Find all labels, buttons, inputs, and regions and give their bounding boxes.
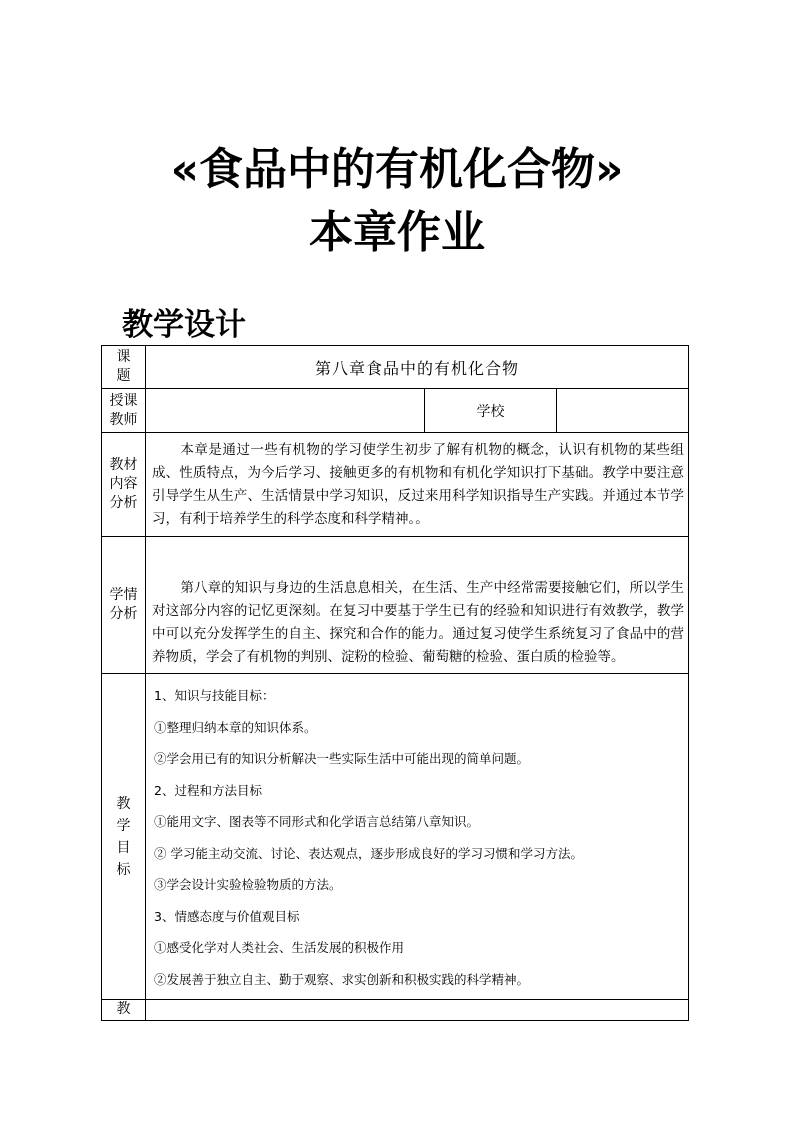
document-subtitle: 本章作业: [309, 207, 485, 258]
material-row: [102, 433, 689, 537]
material-analysis: 本章是通过一些有机物的学习使学生初步了解有机物的概念，认识有机物的某些组成、性质特点，为今后学习、接触更多的有机物和有机化学知识打下基础。教学中要注意引导学生从生产、生活情景中学习知识，反过来用科学知识指导生产实践。并通过本节学习，有利于培养学生的科学态度和科学精神。。: [146, 433, 689, 537]
topic-row: [102, 346, 689, 389]
lesson-plan-table: [101, 345, 689, 1021]
goal-item: ①能用文字、图表等不同形式和化学语言总结第八章知识。: [154, 814, 480, 829]
teacher-value: [146, 389, 425, 433]
topic-label: 课 题: [102, 346, 146, 389]
last-row-label: 教: [102, 1000, 146, 1021]
section-heading: 教学设计: [122, 307, 246, 343]
teaching-goals: [146, 674, 689, 1000]
last-row: [102, 1000, 689, 1021]
teacher-label: 授课 教师: [102, 389, 146, 433]
material-label: 教材 内容 分析: [102, 433, 146, 537]
students-row: [102, 537, 689, 674]
students-analysis: 第八章的知识与身边的生活息息相关，在生活、生产中经常需要接触它们，所以学生对这部分内容的记忆更深刻。在复习中要基于学生已有的经验和知识进行有效教学，教学中可以充分发挥学生的自主、探究和合作的能力。通过复习使学生系统复习了食品中的营养物质，学会了有机物的判别、淀粉的检验、葡萄糖的检验、蛋白质的检验等。: [146, 537, 689, 674]
school-value: [557, 389, 689, 433]
topic-value: 第八章食品中的有机化合物: [146, 346, 689, 389]
goal-item: ②发展善于独立自主、勤于观察、求实创新和积极实践的科学精神。: [154, 971, 530, 987]
goal-heading: 2、过程和方法目标: [154, 782, 262, 798]
teacher-row: [102, 389, 689, 433]
goal-item: ② 学习能主动交流、讨论、表达观点，逐步形成良好的学习习惯和学习方法。: [154, 845, 583, 861]
school-label: 学校: [425, 389, 557, 433]
goal-item: ①整理归纳本章的知识体系。: [154, 719, 317, 735]
document-title: «食品中的有机化合物»: [170, 144, 624, 195]
goal-heading: 3、情感态度与价值观目标: [154, 908, 300, 924]
students-label: 学情 分析: [102, 537, 146, 674]
goal-item: ①感受化学对人类社会、生活发展的积极作用: [154, 940, 405, 955]
goals-label: 教 学 目 标: [102, 674, 146, 1000]
last-row-content: [146, 1000, 689, 1021]
goals-row: [102, 674, 689, 1000]
goal-item: ③学会设计实验检验物质的方法。: [154, 877, 342, 892]
goal-item: ②学会用已有的知识分析解决一些实际生活中可能出现的简单问题。: [154, 751, 530, 766]
goal-heading: 1、知识与技能目标：: [154, 688, 275, 703]
